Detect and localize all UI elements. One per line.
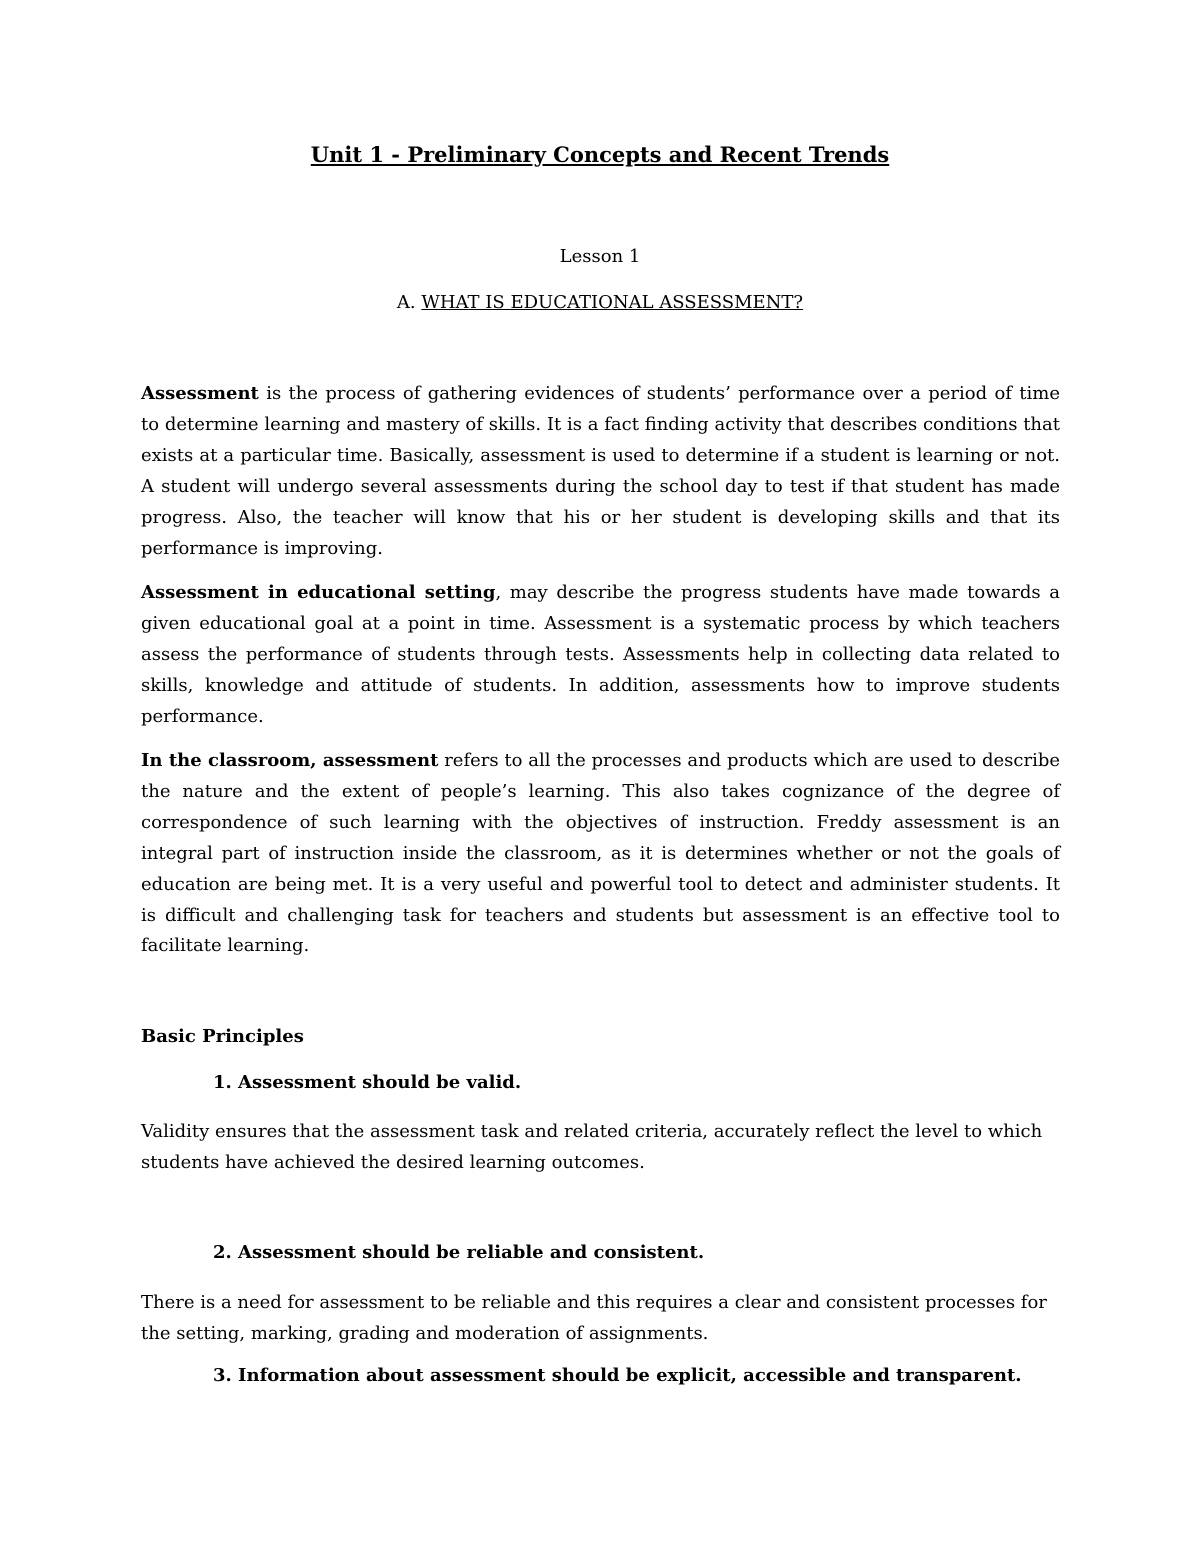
paragraph-assessment-definition xyxy=(141,379,1060,564)
page-title: Unit 1 - Preliminary Concepts and Recent Trends xyxy=(310,142,890,167)
principle-1-body: Validity ensures that the assessment task and related criteria, accurately reflect the level to which students have achieved the desired learning outcomes. xyxy=(141,1121,1043,1173)
paragraph-lead: Assessment in educational setting xyxy=(141,582,496,603)
basic-principles-heading: Basic Principles xyxy=(141,1026,304,1047)
principle-2-title: 2. Assessment should be reliable and consistent. xyxy=(213,1242,705,1263)
section-heading-text: WHAT IS EDUCATIONAL ASSESSMENT? xyxy=(421,292,804,313)
principle-2-body: There is a need for assessment to be reliable and this requires a clear and consistent processes for the setting, marking, grading and moderation of assignments. xyxy=(141,1292,1047,1344)
paragraph-classroom xyxy=(141,746,1060,962)
paragraph-lead: Assessment xyxy=(141,383,259,404)
principle-1-title: 1. Assessment should be valid. xyxy=(213,1072,522,1093)
paragraph-body: refers to all the processes and products which are used to describe the nature and the extent of people’s learning. This also takes cognizance of the degree of correspondence of such learning with the objectives of instruction. Freddy assessment is an integral part of instruction inside the classroom, as it is determines whether or not the goals of education are being met. It is a very useful and powerful tool to detect and administer students. It is difficult and challenging task for teachers and students but assessment is an effective tool to facilitate learning. xyxy=(141,750,1061,957)
paragraph-lead: In the classroom, assessment xyxy=(141,750,439,771)
section-heading xyxy=(0,292,1200,313)
paragraph-body: is the process of gathering evidences of students’ performance over a period of time to determine learning and mastery of skills. It is a fact finding activity that describes conditions that exists at a particular time. Basically, assessment is used to determine if a student is learning or not. A student will undergo several assessments during the school day to test if that student has made progress. Also, the teacher will know that his or her student is developing skills and that its performance is improving. xyxy=(141,383,1060,559)
section-prefix: A. xyxy=(396,292,422,313)
paragraph-educational-setting xyxy=(141,578,1060,733)
paragraph-body: , may describe the progress students have made towards a given educational goal at a point in time. Assessment is a systematic process by which teachers assess the performance of students through tests. Assessments help in collecting data related to skills, knowledge and attitude of students. In addition, assessments how to improve students performance. xyxy=(141,582,1060,727)
principle-3-title: 3. Information about assessment should be explicit, accessible and transparent. xyxy=(213,1365,1022,1386)
lesson-label: Lesson 1 xyxy=(559,246,641,267)
